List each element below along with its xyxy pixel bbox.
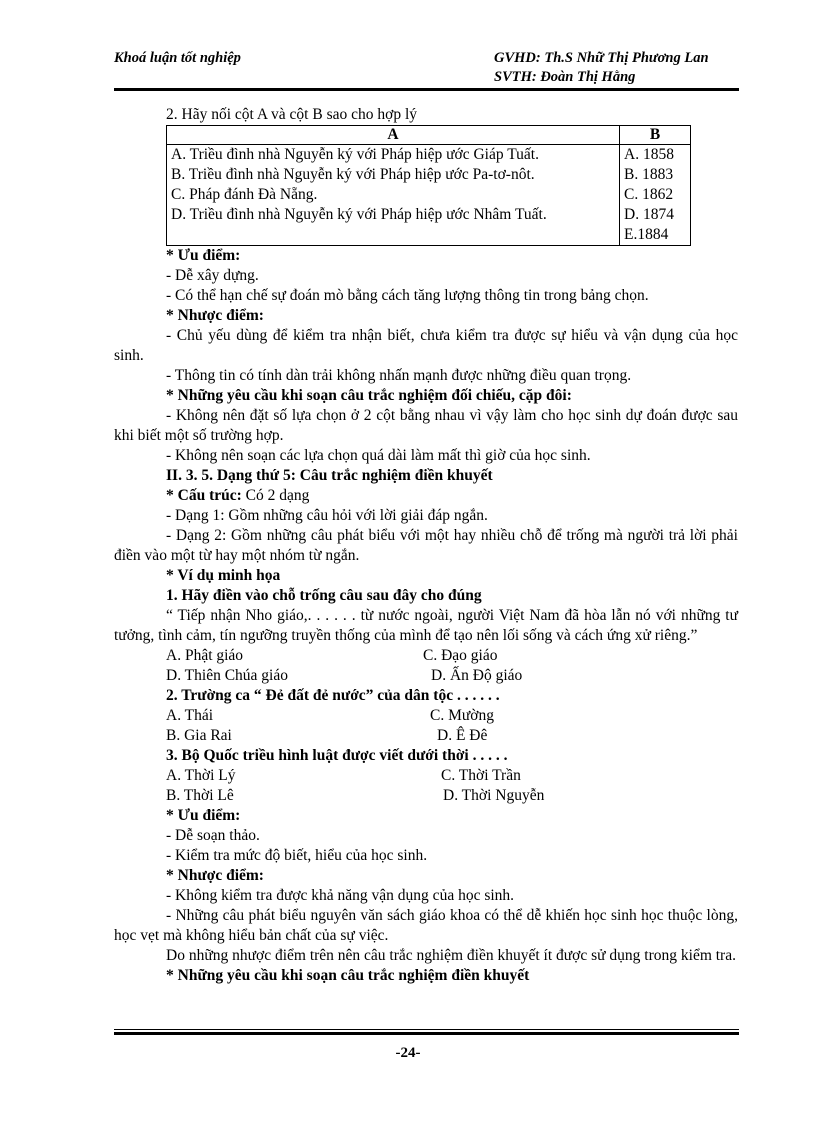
a-item: A. Triều đình nhà Nguyễn ký với Pháp hiệp ước Giáp Tuất. bbox=[171, 146, 539, 163]
header-rule bbox=[114, 88, 739, 91]
question-3-options-row bbox=[166, 766, 738, 786]
header-left: Khoá luận tốt nghiệp bbox=[114, 50, 241, 66]
conclusion-paragraph: Do những nhược điểm trên nên câu trắc nghiệm điền khuyết ít được sử dụng trong kiểm tra. bbox=[166, 947, 736, 964]
matching-intro: 2. Hãy nối cột A và cột B sao cho hợp lý bbox=[166, 106, 417, 123]
b-item: B. 1883 bbox=[624, 166, 674, 183]
column-a-cell bbox=[167, 145, 620, 246]
a-item: C. Pháp đánh Đà Nẵng. bbox=[171, 186, 318, 203]
question-3-heading: 3. Bộ Quốc triều hình luật được viết dưới thời . . . . . bbox=[166, 747, 508, 764]
b-item: D. 1874 bbox=[624, 206, 674, 223]
type-1: - Dạng 1: Gồm những câu hỏi với lời giải đáp ngắn. bbox=[166, 507, 488, 524]
a-item: D. Triều đình nhà Nguyễn ký với Pháp hiệp ước Nhâm Tuất. bbox=[171, 206, 547, 223]
option: D. Ê Đê bbox=[437, 727, 488, 744]
example-heading: * Ví dụ minh họa bbox=[166, 567, 281, 584]
option: A. Thái bbox=[166, 707, 214, 724]
requirements-heading: * Những yêu cầu khi soạn câu trắc nghiệm đối chiếu, cặp đôi: bbox=[166, 387, 572, 404]
question-2-options-row bbox=[166, 726, 738, 746]
option: C. Thời Trần bbox=[441, 767, 521, 784]
disadvantages-heading: * Nhược điểm: bbox=[166, 307, 264, 324]
question-3-options-row bbox=[166, 786, 738, 806]
b-item: A. 1858 bbox=[624, 146, 674, 163]
header-student: SVTH: Đoàn Thị Hằng bbox=[494, 69, 636, 85]
advantages-heading: * Ưu điểm: bbox=[166, 247, 241, 264]
structure-label: * Cấu trúc: bbox=[166, 487, 242, 504]
disadvantage-item: - Những câu phát biểu nguyên văn sách giáo khoa có thể dễ khiến học sinh học thuộc lòng, học vẹt mà không hiểu bản chất của sự việc. bbox=[114, 907, 738, 944]
advantage-item: - Kiểm tra mức độ biết, hiểu của học sinh. bbox=[166, 847, 428, 864]
question-1-options-row bbox=[166, 646, 738, 666]
option: D. Thời Nguyễn bbox=[443, 787, 545, 804]
requirements-heading: * Những yêu cầu khi soạn câu trắc nghiệm điền khuyết bbox=[166, 967, 530, 984]
footer-rule-thick bbox=[114, 1032, 739, 1035]
question-1-heading: 1. Hãy điền vào chỗ trống câu sau đây cho đúng bbox=[166, 587, 482, 604]
section-heading: II. 3. 5. Dạng thứ 5: Câu trắc nghiệm điền khuyết bbox=[166, 467, 493, 484]
option: B. Gia Rai bbox=[166, 727, 232, 744]
page-number: -24- bbox=[395, 1045, 421, 1061]
b-item: E.1884 bbox=[624, 226, 669, 243]
advantage-item: - Dễ soạn thảo. bbox=[166, 827, 260, 844]
question-2-options-row bbox=[166, 706, 738, 726]
matching-table bbox=[166, 125, 691, 246]
question-2-heading: 2. Trường ca “ Đẻ đất đẻ nước” của dân tộc . . . . . . bbox=[166, 687, 500, 704]
structure-line bbox=[166, 486, 738, 506]
column-a-header: A bbox=[167, 126, 620, 145]
advantage-item: - Dễ xây dựng. bbox=[166, 267, 259, 284]
type-2: - Dạng 2: Gồm những câu phát biểu với một hay nhiều chỗ để trống mà người trả lời phải điền vào một từ hay một nhóm từ ngắn. bbox=[114, 527, 738, 564]
question-1-options-row bbox=[166, 666, 738, 686]
disadvantage-item: - Chủ yếu dùng để kiểm tra nhận biết, chưa kiểm tra được sự hiểu và vận dụng của học sinh. bbox=[114, 327, 738, 364]
option: A. Phật giáo bbox=[166, 647, 244, 664]
requirement-item: - Không nên soạn các lựa chọn quá dài làm mất thì giờ của học sinh. bbox=[166, 447, 591, 464]
option: C. Đạo giáo bbox=[423, 647, 498, 664]
structure-text: Có 2 dạng bbox=[241, 487, 310, 504]
page-content bbox=[114, 105, 738, 986]
b-item: C. 1862 bbox=[624, 186, 674, 203]
header-supervisor: GVHD: Th.S Nhữ Thị Phương Lan bbox=[494, 50, 709, 66]
requirement-item: - Không nên đặt số lựa chọn ở 2 cột bằng nhau vì vậy làm cho học sinh dự đoán được sau khi biết một số trường hợp. bbox=[114, 407, 738, 444]
option: C. Mường bbox=[430, 707, 494, 724]
option: B. Thời Lê bbox=[166, 787, 234, 804]
option: D. Ấn Độ giáo bbox=[431, 667, 523, 684]
option: D. Thiên Chúa giáo bbox=[166, 667, 288, 684]
disadvantage-item: - Không kiểm tra được khả năng vận dụng của học sinh. bbox=[166, 887, 515, 904]
a-item: B. Triều đình nhà Nguyễn ký với Pháp hiệp ước Pa-tơ-nôt. bbox=[171, 166, 535, 183]
advantage-item: - Có thể hạn chế sự đoán mò bằng cách tăng lượng thông tin trong bảng chọn. bbox=[166, 287, 649, 304]
column-b-header: B bbox=[620, 126, 691, 145]
option: A. Thời Lý bbox=[166, 767, 236, 784]
question-1-text: “ Tiếp nhận Nho giáo,. . . . . . từ nước ngoài, người Việt Nam đã hòa lẫn nó với những tư tưởng, tình cảm, tín ngưỡng truyền thống của mình để tạo nên lối sống và cách ứng xử riêng.” bbox=[114, 607, 738, 644]
footer-rule-thin bbox=[114, 1029, 739, 1030]
disadvantages-heading: * Nhược điểm: bbox=[166, 867, 264, 884]
advantages-heading: * Ưu điểm: bbox=[166, 807, 241, 824]
column-b-cell bbox=[620, 145, 691, 246]
disadvantage-item: - Thông tin có tính dàn trải không nhấn mạnh được những điều quan trọng. bbox=[166, 367, 632, 384]
